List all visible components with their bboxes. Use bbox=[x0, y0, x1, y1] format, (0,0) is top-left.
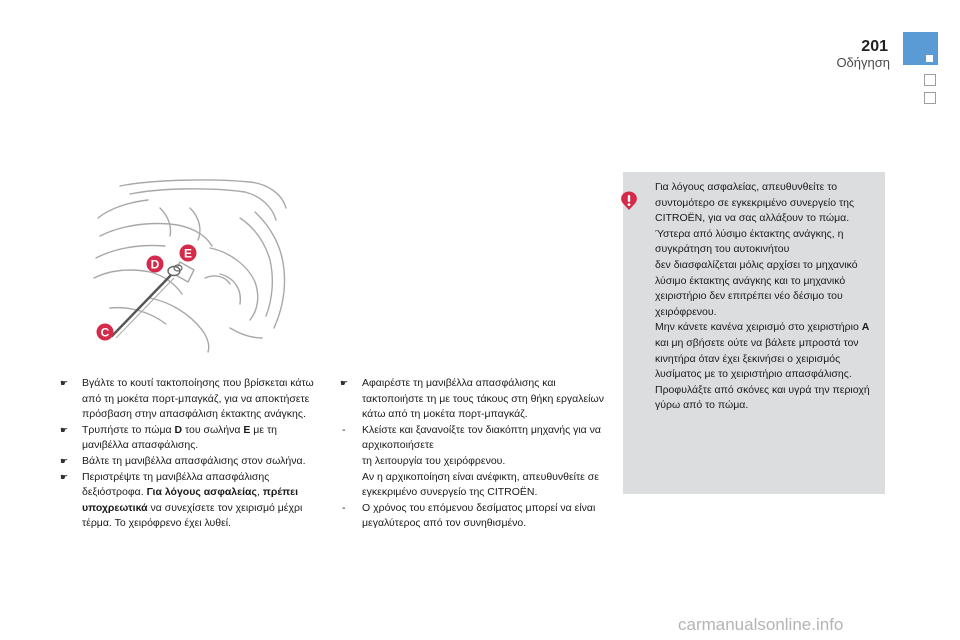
chapter-tab-active[interactable] bbox=[903, 32, 938, 65]
dash-marker: - bbox=[342, 501, 346, 514]
bullet-icon: ☛ bbox=[340, 378, 349, 388]
list-item: ☛ Βάλτε τη μανιβέλλα απασφάλισης στον σωλήνα. bbox=[60, 454, 322, 470]
section-title: Οδήγηση bbox=[836, 55, 890, 70]
watermark: carmanualsonline.info bbox=[678, 615, 844, 634]
warning-paragraph: Προφυλάξτε από σκόνες και υγρά την περιοχή γύρω από το πώμα. bbox=[655, 383, 870, 412]
warning-box bbox=[623, 172, 885, 494]
svg-text:E: E bbox=[183, 246, 193, 261]
list-item: - Κλείστε και ξανανοίξτε τον διακόπτη μηχανής για να αρχικοποιήσετε τη λειτουργία του χειρόφρενου. Αν η αρχικοποίηση είναι ανέφικτη, απευθυνθείτε σε εγκεκριμένο συνεργείο της CITROËN. bbox=[342, 423, 601, 499]
chapter-tab-2[interactable] bbox=[924, 74, 936, 86]
bullet-icon: ☛ bbox=[60, 424, 69, 435]
dash-marker: - bbox=[342, 423, 346, 436]
list-item: - Ο χρόνος του επόμενου δεσίματος μπορεί να είναι μεγαλύτερος από τον συνηθισμένο. bbox=[342, 501, 596, 530]
label-d bbox=[147, 256, 164, 273]
instructions-column-1 bbox=[60, 376, 322, 532]
chapter-tab-3[interactable] bbox=[924, 92, 936, 104]
bullet-icon: ☛ bbox=[60, 455, 69, 466]
list-item: ☛ Τρυπήστε το πώμα D του σωλήνα E με τη μανιβέλλα απασφάλισης. bbox=[60, 423, 277, 452]
page-number: 201 bbox=[861, 38, 888, 55]
list-item: ☛ Περιστρέψτε τη μανιβέλλα απασφάλισης δεξιόστροφα. Για λόγους ασφαλείας, πρέπει υποχρεωτικά να συνεχίσετε τον χειρισμό μέχρι τέρμα. Το χειρόφρενο έχει λυθεί. bbox=[60, 470, 303, 530]
label-e bbox=[180, 245, 197, 262]
bullet-icon: ☛ bbox=[60, 471, 69, 482]
svg-text:C: C bbox=[100, 325, 110, 340]
svg-text:D: D bbox=[150, 257, 160, 272]
warning-icon bbox=[618, 190, 640, 212]
warning-paragraph: Για λόγους ασφαλείας, απευθυνθείτε το συντομότερο σε εγκεκριμένο συνεργείο της CITROËN, για να σας αλλάξουν το πώμα. bbox=[655, 181, 855, 225]
list-item: ☛ Βγάλτε το κουτί τακτοποίησης που βρίσκεται κάτω από τη μοκέτα πορτ-μπαγκάζ, για να αποκτήσετε πρόσβαση στην απασφάλιση έκτακτης ανάγκης. bbox=[60, 377, 314, 421]
instructions-column-2 bbox=[340, 376, 605, 532]
tab-marker bbox=[926, 55, 933, 62]
warning-paragraph: δεν διασφαλίζεται μόλις αρχίσει το μηχανικό λύσιμο έκτακτης ανάγκης και το μηχανικό χειριστήριο δεν επιτρέπει νέο δέσιμο του χειρόφρενου. bbox=[655, 258, 858, 318]
warning-paragraph: Ύστερα από λύσιμο έκτακτης ανάγκης, η συγκράτηση του αυτοκινήτου bbox=[655, 227, 844, 256]
parking-brake-release-illustration bbox=[90, 178, 290, 353]
warning-paragraph: Μην κάνετε κανένα χειρισμό στο χειριστήριο A και μη σβήσετε ούτε να βάλετε μπροστά τον κινητήρα όταν έχει ξεκινήσει ο χειρισμός λυσίματος με το χειριστήριο απασφάλισης. bbox=[655, 321, 870, 381]
bullet-icon: ☛ bbox=[60, 378, 69, 388]
list-item: ☛ Αφαιρέστε τη μανιβέλλα απασφάλισης και τακτοποιήστε τη με τους τάκους στη θήκη εργαλείων κάτω από τη μοκέτα πορτ-μπαγκάζ. bbox=[340, 377, 604, 421]
label-c bbox=[97, 324, 114, 341]
